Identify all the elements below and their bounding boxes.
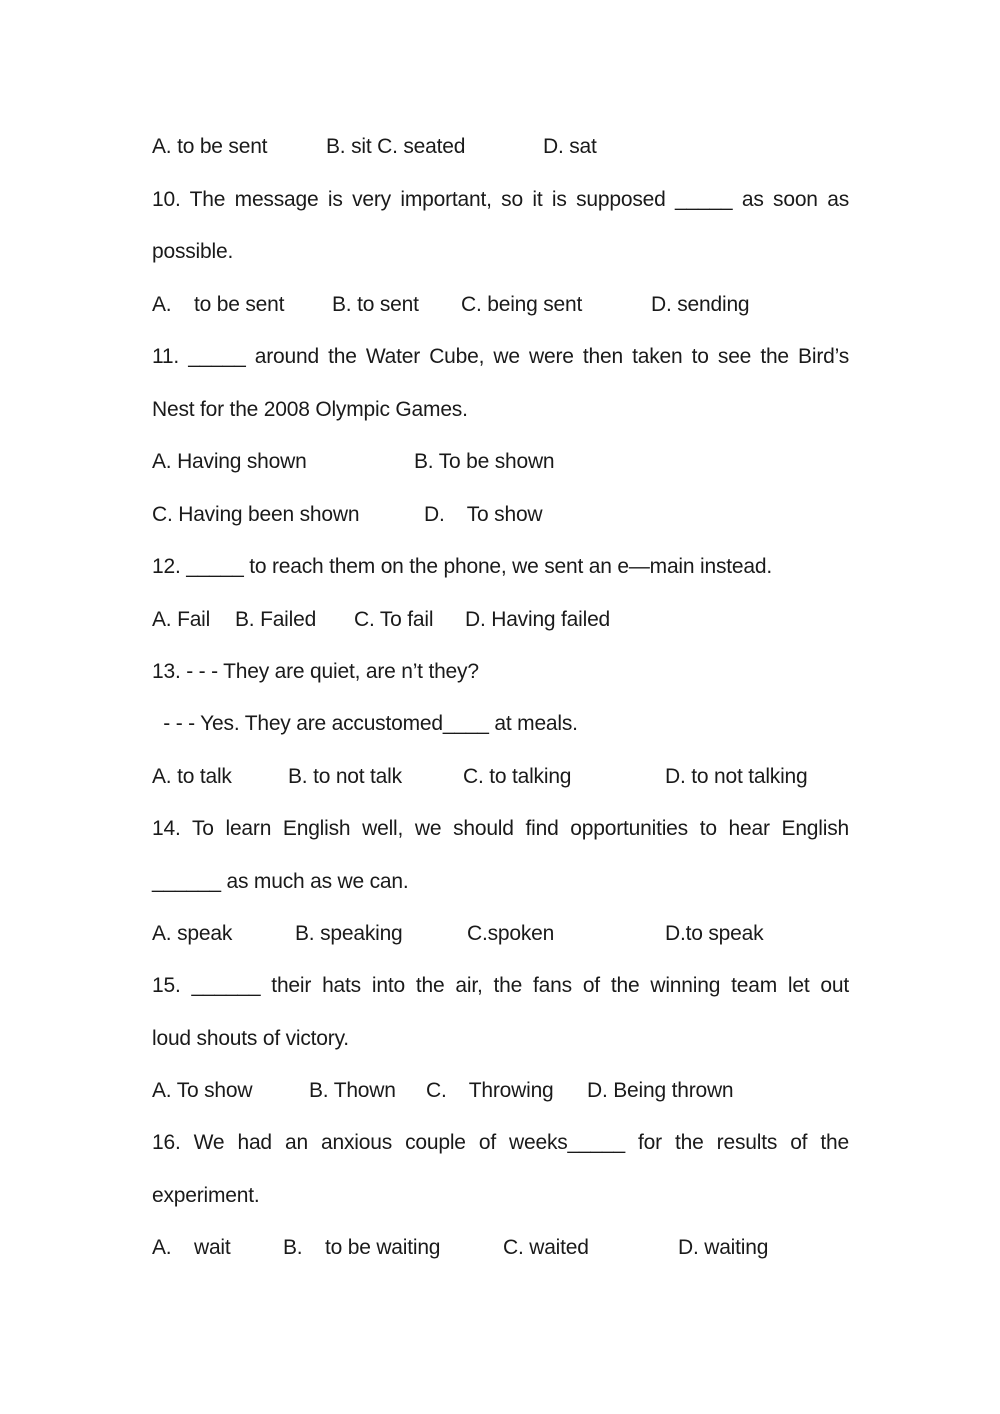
option-a: A. to be sent [152,293,285,316]
option-c: C. To fail [354,608,434,631]
option-a: A. To show [152,1079,253,1102]
q12-options [152,605,611,635]
option-a: A. to be sent [152,135,268,158]
option-b: B. Thown [309,1079,396,1102]
q14-options [152,919,764,949]
option-b: B. to be waiting [283,1236,441,1259]
option-b: B. Failed [235,608,317,631]
q10-stem-line2: possible. [152,240,234,263]
option-a: A. Having shown [152,450,307,473]
option-d: D. sending [651,293,750,316]
q13-stem-line1: 13. - - - They are quiet, are n’t they? [152,660,479,683]
q11-options-row1 [152,447,555,477]
option-d: D. to not talking [665,765,808,788]
q15-stem-line1: 15. ______ their hats into the air, the fans of the winning team let out [152,974,849,997]
q15-options [152,1076,734,1106]
option-c: C. Having been shown [152,503,360,526]
option-a: A. to talk [152,765,232,788]
option-b-c: B. sit C. seated [326,135,466,158]
option-a: A. Fail [152,608,211,631]
q13-stem-line2: - - - Yes. They are accustomed____ at meals. [152,712,578,735]
option-c: C. being sent [461,293,583,316]
option-d: D.to speak [665,922,764,945]
q13-options [152,762,808,792]
q10-options [152,290,750,320]
q11-stem-line1: 11. _____ around the Water Cube, we were then taken to see the Bird’s [152,345,849,368]
option-b: B. To be shown [414,450,555,473]
q16-stem-line2: experiment. [152,1184,260,1207]
option-d: D. waiting [678,1236,769,1259]
option-d: D. sat [543,135,597,158]
q14-stem-line1: 14. To learn English well, we should find opportunities to hear English [152,817,849,840]
q12-stem: 12. _____ to reach them on the phone, we sent an e—main instead. [152,555,772,578]
option-c: C. Throwing [426,1079,554,1102]
q14-stem-line2: ______ as much as we can. [152,870,409,893]
option-d: D. Having failed [465,608,611,631]
option-b: B. to not talk [288,765,402,788]
q11-stem-line2: Nest for the 2008 Olympic Games. [152,398,468,421]
option-c: C. waited [503,1236,589,1259]
q16-stem-line1: 16. We had an anxious couple of weeks_____ for the results of the [152,1131,849,1154]
option-b: B. speaking [295,922,403,945]
q16-options [152,1233,769,1263]
option-a: A. speak [152,922,233,945]
option-b: B. to sent [332,293,419,316]
q10-stem-line1: 10. The message is very important, so it is supposed _____ as soon as [152,188,849,211]
q9-options [152,132,597,162]
option-d: D. To show [424,503,543,526]
q15-stem-line2: loud shouts of victory. [152,1027,349,1050]
option-a: A. wait [152,1236,231,1259]
q11-options-row2 [152,500,543,530]
option-c: C.spoken [467,922,555,945]
option-d: D. Being thrown [587,1079,734,1102]
option-c: C. to talking [463,765,572,788]
